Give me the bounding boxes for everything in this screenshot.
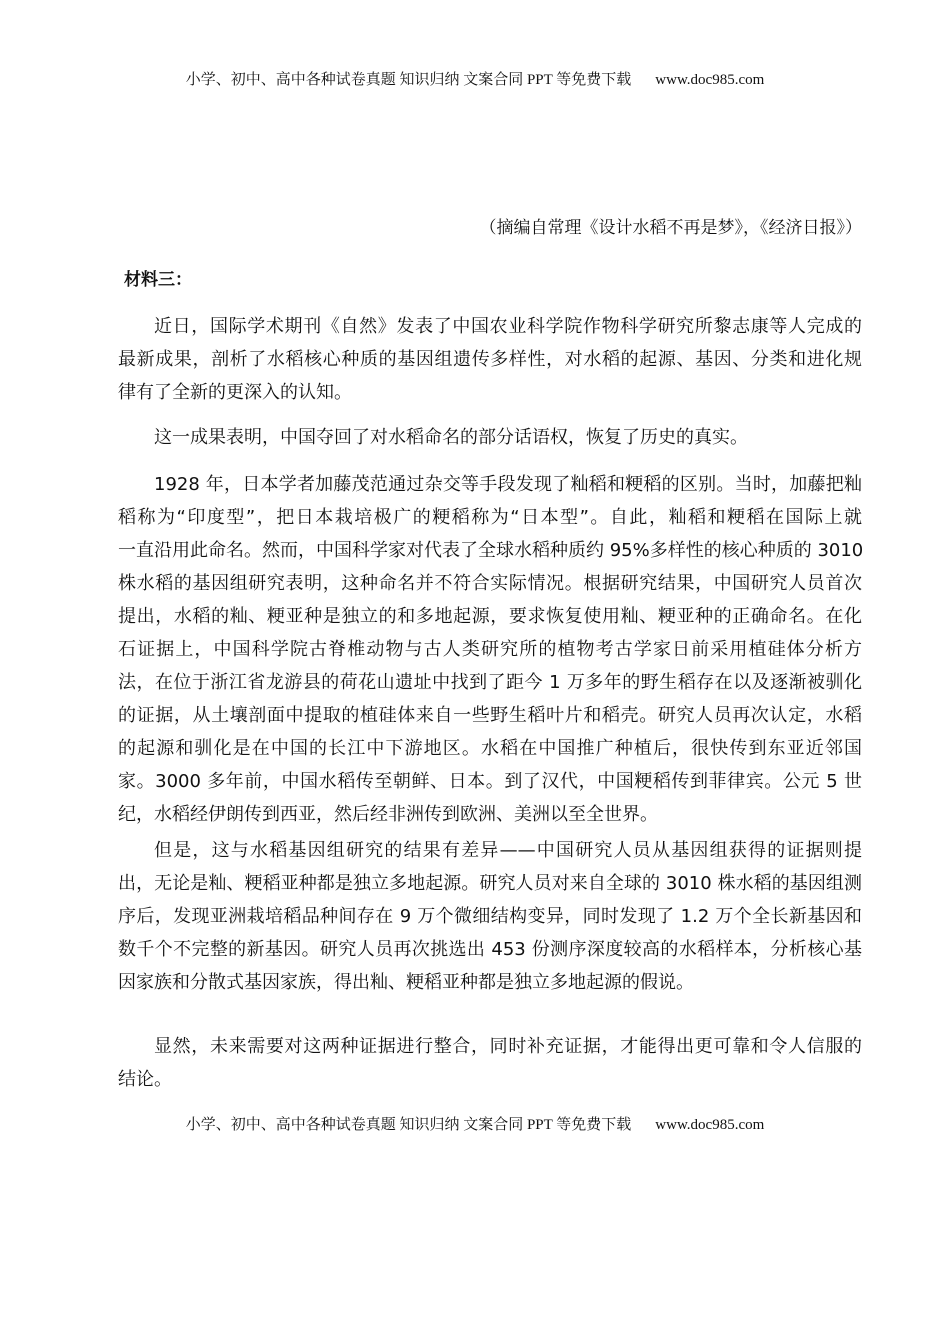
paragraph	[118, 1030, 862, 1096]
footer-url[interactable]: www.doc985.com	[655, 1117, 765, 1133]
header-url[interactable]: www.doc985.com	[655, 72, 765, 88]
paragraph-line: 1928 年，日本学者加藤茂范通过杂交等手段发现了籼稻和粳稻的区别。当时，加藤把籼	[154, 474, 862, 495]
footer-text: 小学、初中、高中各种试卷真题 知识归纳 文案合同 PPT 等免费下载	[185, 1117, 632, 1133]
paragraph-line: 序后，发现亚洲栽培稻品种间存在 9 万个微细结构变异，同时发现了 1.2 万个全长新基因和	[118, 906, 862, 927]
paragraph-line: 律有了全新的更深入的认知。	[118, 382, 352, 403]
paragraph-line: 结论。	[118, 1069, 172, 1090]
paragraph-line: 最新成果，剖析了水稻核心种质的基因组遗传多样性，对水稻的起源、基因、分类和进化规	[118, 349, 862, 370]
citation: （摘编自常理《设计水稻不再是梦》，《经济日报》）	[479, 218, 862, 238]
paragraph-line: 一直沿用此命名。然而，中国科学家对代表了全球水稻种质约 95%多样性的核心种质的 3010	[118, 540, 864, 561]
page-header	[0, 70, 950, 90]
paragraph-line: 提出，水稻的籼、粳亚种是独立的和多地起源，要求恢复使用籼、粳亚种的正确命名。在化	[118, 606, 862, 627]
page-footer	[0, 1115, 950, 1135]
paragraph-line: 家。3000 多年前，中国水稻传至朝鲜、日本。到了汉代，中国粳稻传到菲律宾。公元 5 世	[118, 771, 863, 792]
paragraph-line: 的起源和驯化是在中国的长江中下游地区。水稻在中国推广种植后，很快传到东亚近邻国	[118, 738, 862, 759]
paragraph	[118, 310, 862, 409]
paragraph-line: 近日，国际学术期刊《自然》发表了中国农业科学院作物科学研究所黎志康等人完成的	[154, 316, 862, 337]
paragraph-line: 株水稻的基因组研究表明，这种命名并不符合实际情况。根据研究结果，中国研究人员首次	[118, 573, 862, 594]
paragraph	[118, 421, 862, 454]
paragraph-line: 石证据上，中国科学院古脊椎动物与古人类研究所的植物考古学家日前采用植硅体分析方	[118, 639, 862, 660]
paragraph-line: 但是，这与水稻基因组研究的结果有差异——中国研究人员从基因组获得的证据则提	[154, 840, 862, 861]
paragraph-line: 纪，水稻经伊朗传到西亚，然后经非洲传到欧洲、美洲以至全世界。	[118, 804, 658, 825]
paragraph-line: 显然，未来需要对这两种证据进行整合，同时补充证据，才能得出更可靠和令人信服的	[154, 1036, 862, 1057]
paragraph-line: 数千个不完整的新基因。研究人员再次挑选出 453 份测序深度较高的水稻样本，分析核心基	[118, 939, 862, 960]
section-heading: 材料三：	[124, 270, 192, 290]
paragraph-line: 稻称为“印度型”，把日本栽培极广的粳稻称为“日本型”。自此，籼稻和粳稻在国际上就	[118, 507, 862, 528]
paragraph	[118, 468, 862, 831]
paragraph-line: 法，在位于浙江省龙游县的荷花山遗址中找到了距今 1 万多年的野生稻存在以及逐渐被驯化	[118, 672, 862, 693]
paragraph-line: 因家族和分散式基因家族，得出籼、粳稻亚种都是独立多地起源的假说。	[118, 972, 694, 993]
paragraph-line: 这一成果表明，中国夺回了对水稻命名的部分话语权，恢复了历史的真实。	[154, 427, 748, 448]
header-text: 小学、初中、高中各种试卷真题 知识归纳 文案合同 PPT 等免费下载	[185, 72, 632, 88]
paragraph	[118, 834, 862, 999]
paragraph-line: 出，无论是籼、粳稻亚种都是独立多地起源。研究人员对来自全球的 3010 株水稻的基因组测	[118, 873, 862, 894]
paragraph-line: 的证据，从土壤剖面中提取的植硅体来自一些野生稻叶片和稻壳。研究人员再次认定，水稻	[118, 705, 862, 726]
